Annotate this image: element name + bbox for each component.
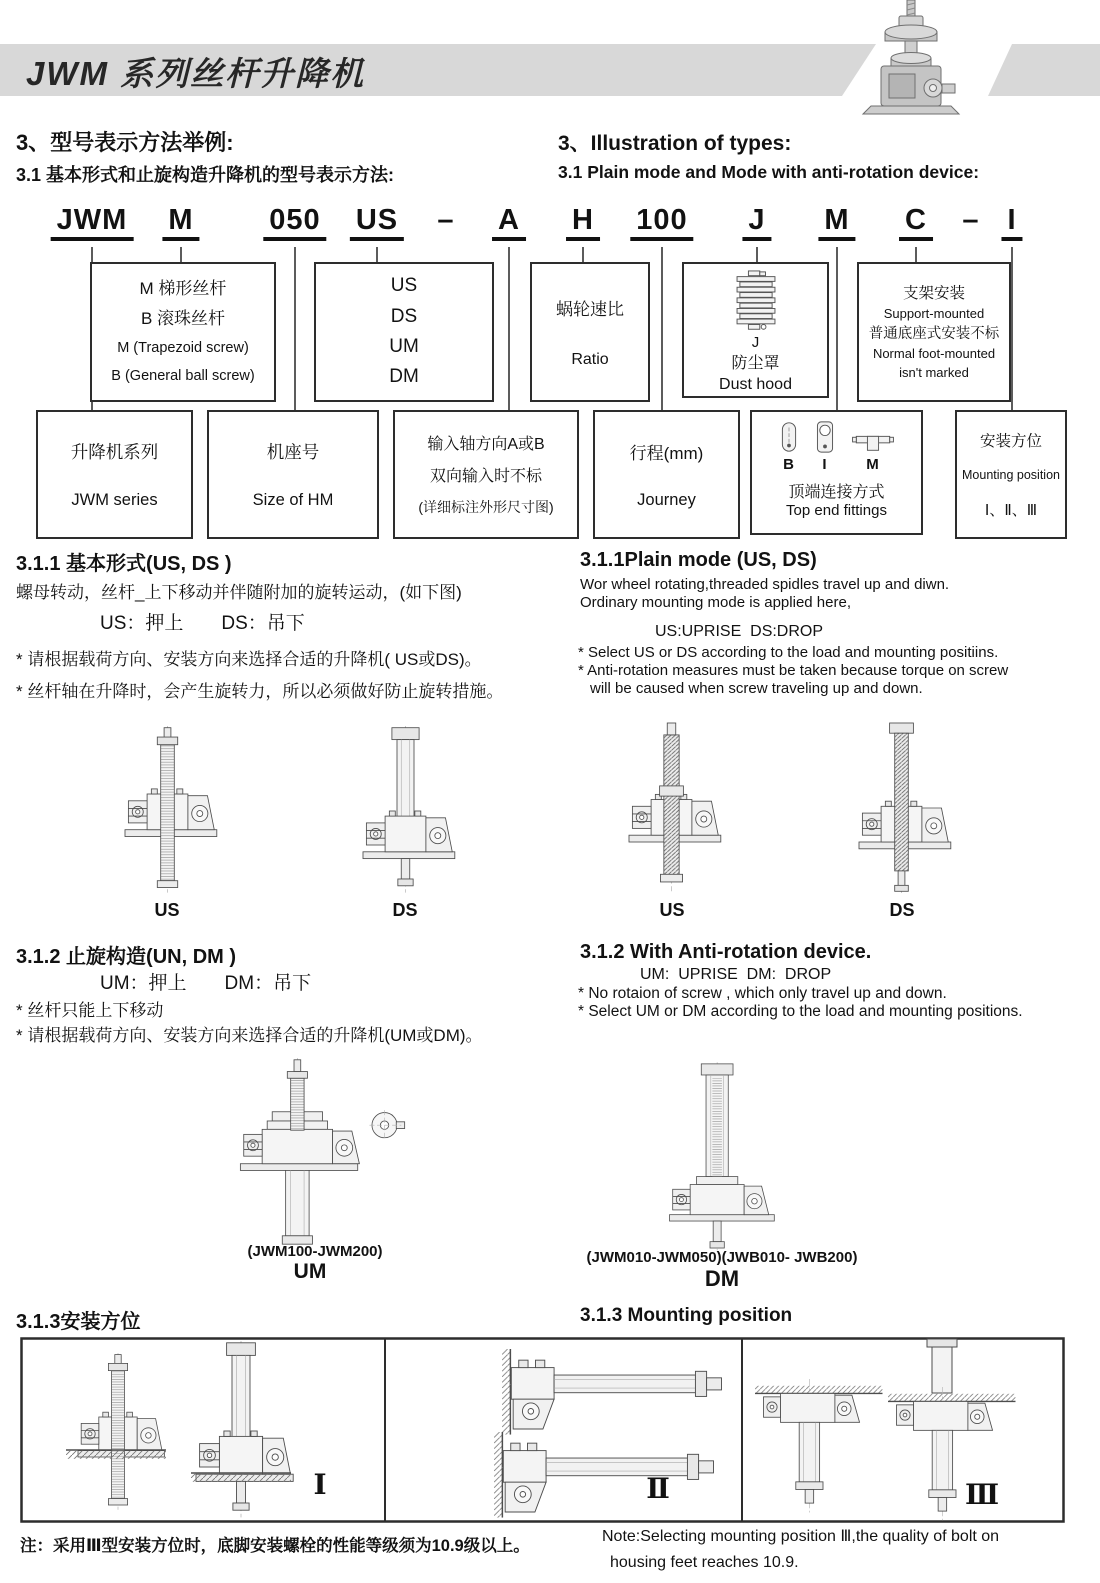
legend-line: M 梯形丝杆 <box>139 278 227 298</box>
s313-zh-title: 3.1.3安装方位 <box>16 1311 141 1333</box>
legend-line: US <box>390 275 418 297</box>
fitting-b-icon <box>779 420 799 454</box>
legend-line: B (General ball screw) <box>111 367 255 384</box>
code-token-jwm: JWM <box>51 204 134 241</box>
heading-3-en: 3、Illustration of types: <box>558 132 792 155</box>
note-en-line2: housing feet reaches 10.9. <box>610 1554 799 1571</box>
legend-line: B 滚珠丝杆 <box>140 309 226 329</box>
code-token-m2: M <box>818 204 855 241</box>
s311-en-line1: Wor wheel rotating,threaded spidles travel up and diwn. <box>580 576 950 593</box>
code-token-m: M <box>162 204 199 241</box>
jack-label-ds1: DS <box>392 900 418 920</box>
legend-box-dust-hood <box>682 262 829 398</box>
roman-numeral-2: Ⅱ <box>646 1472 670 1505</box>
page-title: JWM 系列丝杆升降机 <box>26 55 366 92</box>
fitting-i-label: I <box>822 456 827 473</box>
legend-line: JWM series <box>71 491 158 509</box>
s312-en-bullet1: * No rotaion of screw , which only travel up and down. <box>578 985 947 1002</box>
jack-label-us1: US <box>154 900 180 920</box>
dm-caption: (JWM010-JWM050)(JWB010- JWB200) <box>586 1249 858 1266</box>
um-label: UM <box>293 1260 327 1283</box>
legend-line: 安装方位 <box>979 433 1042 450</box>
legend-line: (详细标注外形尺寸图) <box>418 498 554 515</box>
s312-en-bullet2: * Select UM or DM according to the load and mounting positions. <box>578 1003 1023 1020</box>
s312-en-line1: UM: UPRISE DM: DROP <box>640 966 832 983</box>
legend-line: 双向输入时不标 <box>429 467 542 485</box>
top-end-icons-row <box>752 420 921 454</box>
legend-line: Journey <box>637 491 696 509</box>
s311-en-bullet1: * Select US or DS according to the load and mounting positiins. <box>578 644 999 661</box>
dm-label: DM <box>704 1266 740 1291</box>
jack-label-us2: US <box>659 900 685 920</box>
heading-3-zh: 3、型号表示方法举例: <box>16 130 234 155</box>
s311-zh-line1: 螺母转动，丝杆_上下移动并伴随附加的旋转运动，(如下图) <box>16 583 462 602</box>
bellows-icon <box>733 270 779 333</box>
mounting-position-figure <box>20 1337 1065 1523</box>
legend-box-ratio <box>530 262 650 402</box>
legend-line: isn't marked <box>899 364 969 380</box>
code-token-dash1: – <box>437 204 455 236</box>
s311-en-bullet2: * Anti-rotation measures must be taken because torque on screw <box>578 662 1009 679</box>
legend-line: 升降机系列 <box>70 442 159 462</box>
legend-box-input-direction <box>393 410 579 539</box>
legend-line: Top end fittings <box>786 502 887 519</box>
s311-zh-bullet2: * 丝杆轴在升降时，会产生旋转力，所以必须做好防止旋转措施。 <box>16 682 504 701</box>
s312-zh-bullet1: * 丝杆只能上下移动 <box>16 1001 164 1020</box>
legend-line: Support-mounted <box>883 306 985 322</box>
legend-line: DS <box>390 305 418 327</box>
legend-box-screw-type <box>90 262 276 402</box>
roman-numeral-3: Ⅲ <box>964 1478 1000 1511</box>
legend-line: Dust hood <box>719 376 792 394</box>
legend-line: Ratio <box>571 351 609 368</box>
legend-line: 输入轴方向A或B <box>427 435 545 453</box>
legend-box-mounting-type <box>857 262 1011 402</box>
s311-zh-line2: US：押上 DS：吊下 <box>100 613 305 634</box>
s313-en-title: 3.1.3 Mounting position <box>580 1305 793 1326</box>
legend-line: J <box>751 333 760 351</box>
legend-box-mode <box>314 262 494 402</box>
roman-numeral-1: Ⅰ <box>313 1468 327 1501</box>
code-token-dash2: – <box>962 204 980 236</box>
legend-line: 行程(mm) <box>629 444 704 463</box>
fitting-m-icon <box>851 428 895 454</box>
s311-zh-title: 3.1.1 基本形式(US, DS ) <box>16 553 232 575</box>
heading-31-zh: 3.1 基本形式和止旋构造升降机的型号表示方法: <box>16 165 395 185</box>
code-token-c: C <box>899 204 933 241</box>
jack-us-drawing <box>108 726 227 896</box>
legend-box-journey <box>593 410 740 539</box>
code-token-h: H <box>566 204 600 241</box>
code-token-us: US <box>350 204 404 241</box>
legend-box-top-end <box>750 410 923 535</box>
legend-line: 顶端连接方式 <box>788 484 885 501</box>
jack-dm-drawing <box>660 1062 787 1261</box>
s312-zh-line1: UM：押上 DM：吊下 <box>100 973 312 994</box>
legend-box-mount-pos <box>955 410 1067 539</box>
note-zh: 注：采用Ⅲ型安装方位时，底脚安装螺栓的性能等级须为10.9级以上。 <box>20 1537 530 1555</box>
code-token-100: 100 <box>630 204 693 241</box>
legend-line: DM <box>389 366 419 388</box>
note-en-line1: Note:Selecting mounting position Ⅲ,the quality of bolt on <box>602 1528 1000 1545</box>
fitting-m-label: M <box>866 456 879 473</box>
s311-en-title: 3.1.1Plain mode (US, DS) <box>580 549 817 571</box>
s311-en-line2: Ordinary mounting mode is applied here, <box>580 594 851 611</box>
jack-label-ds2: DS <box>889 900 915 920</box>
s312-en-title: 3.1.2 With Anti-rotation device. <box>580 941 872 963</box>
code-token-050: 050 <box>263 204 326 241</box>
legend-line: 蜗轮速比 <box>556 300 624 319</box>
fitting-b-label: B <box>783 456 794 473</box>
s312-zh-bullet2: * 请根据载荷方向、安装方向来选择合适的升降机(UM或DM)。 <box>16 1026 483 1045</box>
legend-box-size <box>207 410 379 539</box>
legend-line: Ⅰ、Ⅱ、Ⅲ <box>984 502 1038 519</box>
legend-line: Size of HM <box>252 491 334 509</box>
jack-um-drawing <box>232 1058 408 1251</box>
fitting-i-icon <box>815 420 835 454</box>
jack-ds-drawing <box>346 726 465 896</box>
code-token-i: I <box>1001 204 1022 241</box>
heading-31-en: 3.1 Plain mode and Mode with anti-rotation device: <box>558 162 980 182</box>
top-end-labels-row <box>752 456 921 473</box>
um-caption: (JWM100-JWM200) <box>247 1243 383 1260</box>
code-token-j: J <box>742 204 771 241</box>
code-token-a: A <box>492 204 526 241</box>
legend-line: UM <box>389 336 419 357</box>
legend-line: M (Trapezoid screw) <box>117 340 249 357</box>
jack-us-ball-drawing <box>612 722 731 894</box>
legend-box-series <box>36 410 193 539</box>
s311-zh-bullet1: * 请根据载荷方向、安装方向来选择合适的升降机( US或DS)。 <box>16 650 482 669</box>
legend-line: Normal foot-mounted <box>872 346 996 362</box>
s312-zh-title: 3.1.2 止旋构造(UN, DM ) <box>16 946 237 968</box>
legend-line: Mounting position <box>962 468 1060 482</box>
legend-line: 普通底座式安装不标 <box>868 325 1000 342</box>
s311-en-line3: US:UPRISE DS:DROP <box>655 623 824 640</box>
legend-line: 防尘罩 <box>731 354 780 372</box>
s311-en-bullet2-cont: will be caused when screw traveling up and down. <box>590 680 923 697</box>
legend-line: 机座号 <box>266 442 320 462</box>
legend-line: 支架安装 <box>902 285 965 303</box>
product-photo <box>856 0 968 120</box>
jack-ds-ball-drawing <box>842 722 961 894</box>
